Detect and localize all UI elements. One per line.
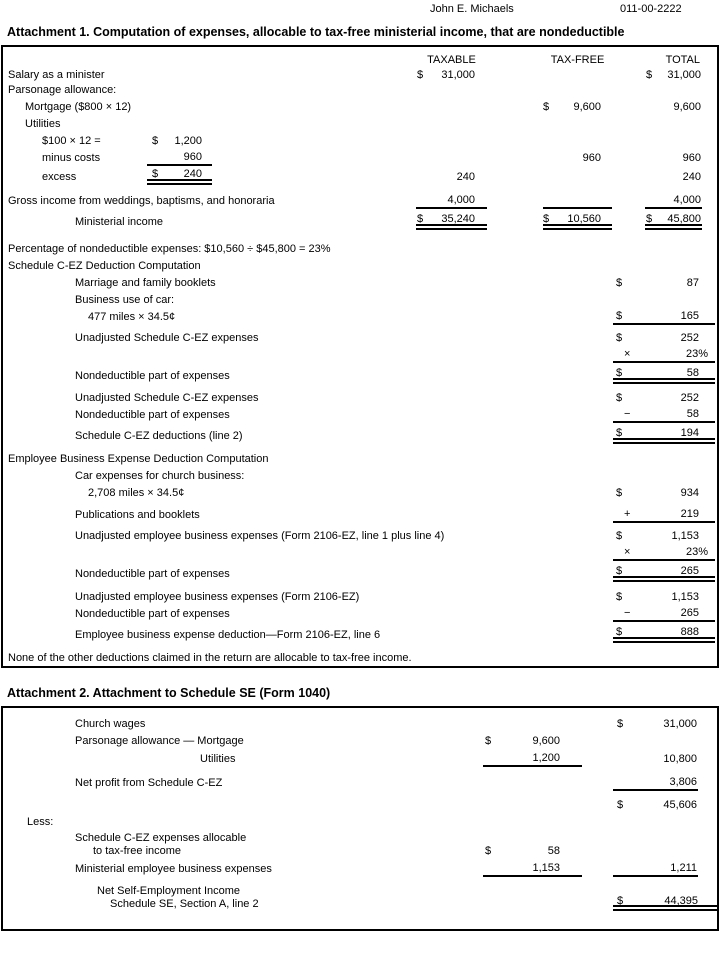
amount: 219 [680, 508, 699, 520]
tax-free-cell [543, 215, 612, 230]
row-label: Unadjusted employee business expenses (Form 2106-EZ) [75, 591, 360, 603]
amount: 9,600 [532, 735, 560, 747]
row-ebe-deduction [3, 627, 717, 650]
dollar-sign: $ [616, 277, 623, 289]
amount: 252 [680, 392, 699, 404]
amount: 960 [183, 151, 202, 163]
row-label: Net profit from Schedule C-EZ [75, 777, 223, 789]
row-gross-income [3, 193, 717, 214]
amount: 9,600 [673, 101, 701, 113]
amount-cell [613, 348, 715, 363]
attachment1-box [1, 45, 719, 668]
amount-cell [613, 529, 715, 544]
amount: 265 [680, 607, 699, 619]
sub-amount-cell [147, 151, 212, 166]
row-nondeductible-3 [3, 566, 717, 589]
row-church-wages [3, 716, 717, 733]
amount: 1,153 [532, 862, 560, 874]
row-publications [3, 507, 717, 528]
row-minus-costs [3, 150, 717, 169]
amount: 252 [680, 332, 699, 344]
dollar-sign: $ [617, 894, 624, 907]
amount-cell [613, 429, 715, 444]
row-percent-multiplier-2 [3, 545, 717, 566]
row-less [3, 814, 717, 830]
amount: 10,560 [567, 213, 601, 225]
attachment2-box [1, 706, 719, 931]
row-label: Salary as a minister [8, 69, 105, 81]
amount: 58 [686, 367, 699, 379]
row-mortgage [3, 99, 717, 116]
amount-cell [613, 369, 715, 384]
amount-cell [613, 486, 715, 501]
amount: 240 [456, 171, 475, 183]
total-cell [645, 151, 702, 166]
row-label: minus costs [42, 152, 101, 164]
dollar-sign: $ [152, 168, 159, 180]
row-footnote [3, 650, 717, 667]
row-label: Parsonage allowance: [8, 84, 117, 96]
multiply-sign: × [624, 348, 631, 360]
amount: 1,200 [174, 135, 202, 147]
row-label: $100 × 12 = [42, 135, 101, 147]
dollar-sign: $ [616, 392, 623, 404]
row-label-line2: to tax-free income [93, 845, 182, 857]
row-nondeductible-2 [3, 407, 717, 428]
total-cell [645, 68, 702, 83]
footnote-text: None of the other deductions claimed in the return are allocable to tax-free income. [8, 652, 412, 664]
dollar-sign: $ [543, 213, 550, 225]
amount: 3,806 [669, 776, 697, 788]
amount: 87 [686, 277, 699, 289]
amount: 1,211 [670, 862, 697, 874]
amount: 10,800 [663, 753, 697, 765]
row-subtotal [3, 797, 717, 814]
dollar-sign: $ [646, 69, 653, 81]
column-header-row [3, 52, 717, 67]
row-miles-477 [3, 309, 717, 330]
total-cell [613, 752, 698, 767]
total-cell [613, 862, 698, 877]
plus-sign: + [624, 508, 631, 520]
sub-amount-cell [147, 134, 212, 149]
row-label: excess [42, 171, 77, 183]
dollar-sign: $ [616, 626, 623, 638]
row-excess [3, 169, 717, 193]
section-heading: Employee Business Expense Deduction Computation [8, 453, 269, 465]
amount-cell [613, 546, 715, 561]
row-unadjusted-cez-1 [3, 330, 717, 347]
amount-cell [613, 607, 715, 622]
row-net-profit [3, 775, 717, 797]
sub-amount-cell [147, 170, 212, 185]
total-cell [645, 194, 702, 209]
row-car-expenses [3, 468, 717, 485]
row-label: Less: [27, 816, 54, 828]
total-cell [645, 100, 702, 115]
total-cell [645, 215, 702, 230]
middle-cell [483, 862, 582, 877]
row-ebe-heading [3, 451, 717, 468]
amount-cell [613, 276, 715, 291]
row-business-car [3, 292, 717, 309]
amount-cell [613, 331, 715, 346]
row-ministerial-ebe [3, 861, 717, 883]
row-net-self-employment [3, 883, 717, 914]
amount: 194 [680, 427, 699, 439]
amount: 35,240 [441, 213, 475, 225]
dollar-sign: $ [543, 101, 550, 113]
row-label: Net Self-Employment Income [97, 885, 241, 897]
row-label: Unadjusted Schedule C-EZ expenses [75, 392, 259, 404]
amount: 888 [680, 626, 699, 638]
middle-cell [483, 844, 582, 858]
section-heading: Schedule C-EZ Deduction Computation [8, 260, 201, 272]
dollar-sign: $ [616, 565, 623, 577]
dollar-sign: $ [417, 69, 424, 81]
amount: 45,800 [667, 213, 701, 225]
tax-free-cell [543, 194, 612, 209]
total-cell [645, 170, 702, 185]
minus-sign: − [624, 408, 631, 420]
amount: 1,153 [671, 530, 699, 542]
dollar-sign: $ [616, 367, 623, 379]
amount: 31,000 [667, 69, 701, 81]
row-utilities [3, 751, 717, 775]
row-unadjusted-emp-1 [3, 528, 717, 545]
multiply-sign: × [624, 546, 631, 558]
row-label: Utilities [25, 118, 61, 130]
row-label: Percentage of nondeductible expenses: $10,560 ÷ $45,800 = 23% [8, 243, 331, 255]
dollar-sign: $ [617, 718, 624, 730]
row-label: Parsonage allowance — Mortgage [75, 735, 244, 747]
amount: 934 [680, 487, 699, 499]
row-label: Unadjusted employee business expenses (Form 2106-EZ, line 1 plus line 4) [75, 530, 445, 542]
tax-free-cell [543, 100, 612, 115]
amount: 31,000 [441, 69, 475, 81]
amount-cell [613, 567, 715, 582]
amount: 9,600 [573, 101, 601, 113]
row-parsonage-mortgage [3, 733, 717, 751]
row-parsonage-allowance [3, 82, 717, 99]
row-label: Schedule C-EZ expenses allocable [75, 832, 247, 844]
row-label: Mortgage ($800 × 12) [25, 101, 132, 113]
row-label-line2: Schedule SE, Section A, line 2 [110, 898, 259, 910]
tax-free-column-header: TAX-FREE [550, 54, 605, 66]
row-booklets [3, 275, 717, 292]
row-label: Car expenses for church business: [75, 470, 245, 482]
row-nondeductible-4 [3, 606, 717, 627]
total-cell [613, 798, 698, 813]
amount: 1,153 [671, 591, 699, 603]
minus-sign: − [624, 607, 631, 619]
row-salary [3, 67, 717, 82]
amount: 23% [685, 348, 708, 360]
dollar-sign: $ [616, 427, 623, 439]
total-cell [613, 776, 698, 791]
amount: 240 [183, 168, 202, 180]
row-label: Business use of car: [75, 294, 175, 306]
row-label: Nondeductible part of expenses [75, 568, 230, 580]
row-label: Nondeductible part of expenses [75, 370, 230, 382]
amount-cell [613, 508, 715, 523]
amount: 58 [686, 408, 699, 420]
row-utilities-rent [3, 133, 717, 150]
row-miles-2708 [3, 485, 717, 507]
row-label: Publications and booklets [75, 509, 200, 521]
attachment1-title: Attachment 1. Computation of expenses, allocable to tax-free ministerial income, that are nondeductible [7, 25, 625, 39]
taxable-column-header: TAXABLE [427, 54, 476, 66]
amount: 165 [680, 310, 699, 322]
dollar-sign: $ [417, 213, 424, 225]
row-label: Utilities [200, 753, 236, 765]
taxable-cell [416, 215, 487, 230]
amount: 960 [582, 152, 601, 164]
row-utilities [3, 116, 717, 133]
row-cez-allocable [3, 830, 717, 861]
row-percent-multiplier-1 [3, 347, 717, 368]
row-label: Ministerial employee business expenses [75, 863, 272, 875]
amount: 1,200 [532, 752, 560, 764]
row-unadjusted-cez-2 [3, 390, 717, 407]
row-label: Marriage and family booklets [75, 277, 216, 289]
row-nondeductible-1 [3, 368, 717, 390]
middle-cell [483, 734, 582, 749]
row-label: 477 miles × 34.5¢ [88, 311, 176, 323]
row-label: 2,708 miles × 34.5¢ [88, 487, 185, 499]
amount-cell [613, 628, 715, 643]
row-label: Nondeductible part of expenses [75, 409, 230, 421]
row-label: Unadjusted Schedule C-EZ expenses [75, 332, 259, 344]
taxable-cell [416, 194, 487, 209]
dollar-sign: $ [616, 332, 623, 344]
amount: 4,000 [673, 194, 701, 206]
row-cez-deductions [3, 428, 717, 451]
amount: 240 [682, 171, 701, 183]
dollar-sign: $ [616, 487, 623, 499]
dollar-sign: $ [152, 135, 159, 147]
dollar-sign: $ [616, 530, 623, 542]
amount: 31,000 [663, 718, 697, 730]
attachment2-title: Attachment 2. Attachment to Schedule SE (Form 1040) [7, 686, 331, 700]
dollar-sign: $ [616, 310, 623, 322]
middle-cell [483, 752, 582, 767]
amount: 45,606 [663, 799, 697, 811]
taxpayer-ssn: 011-00-2222 [620, 3, 682, 15]
total-column-header: TOTAL [665, 54, 700, 66]
row-label: Schedule C-EZ deductions (line 2) [75, 430, 243, 442]
amount: 58 [547, 844, 560, 857]
dollar-sign: $ [485, 844, 492, 857]
amount: 4,000 [447, 194, 475, 206]
amount: 265 [680, 565, 699, 577]
total-cell [613, 894, 717, 911]
taxable-cell [416, 170, 487, 185]
row-label: Employee business expense deduction—Form 2106-EZ, line 6 [75, 629, 381, 641]
amount-cell [613, 590, 715, 605]
amount: 23% [685, 546, 708, 558]
dollar-sign: $ [617, 799, 624, 811]
dollar-sign: $ [646, 213, 653, 225]
dollar-sign: $ [616, 591, 623, 603]
amount: 960 [682, 152, 701, 164]
taxpayer-name: John E. Michaels [430, 3, 514, 15]
row-label: Nondeductible part of expenses [75, 608, 230, 620]
amount-cell [613, 408, 715, 423]
row-cez-heading [3, 258, 717, 275]
dollar-sign: $ [485, 735, 492, 747]
row-ministerial-income [3, 214, 717, 239]
taxable-cell [416, 68, 487, 83]
amount-cell [613, 391, 715, 406]
row-label: Ministerial income [75, 216, 164, 228]
row-label: Church wages [75, 718, 146, 730]
row-unadjusted-emp-2 [3, 589, 717, 606]
row-percentage-note [3, 241, 717, 258]
amount: 44,395 [664, 894, 698, 907]
amount-cell [613, 310, 715, 325]
total-cell [613, 717, 698, 732]
tax-free-cell [543, 151, 612, 166]
row-label: Gross income from weddings, baptisms, and honoraria [8, 195, 275, 207]
